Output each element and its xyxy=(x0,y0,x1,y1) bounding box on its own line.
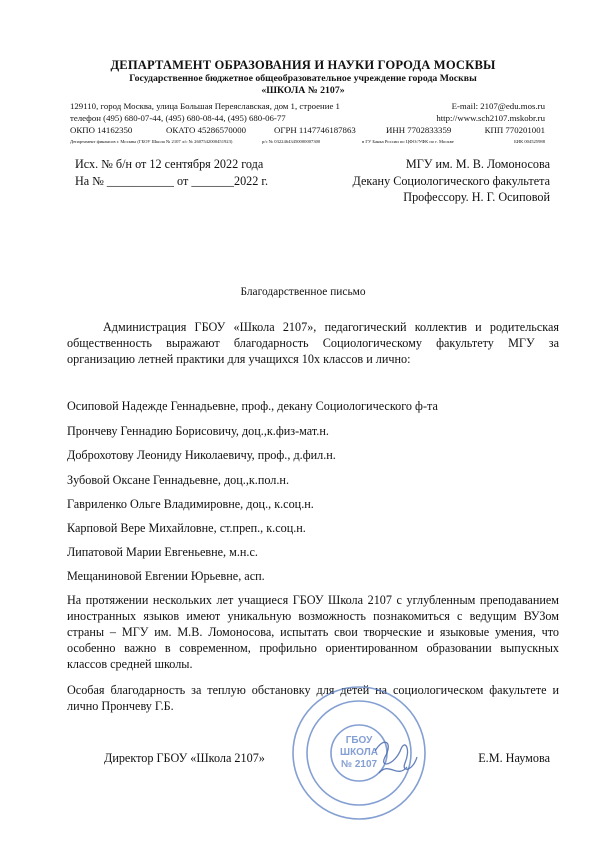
paragraph-special-thanks: Особая благодарность за теплую обстановку для детей на социологическом факультете и лично Прончеву Г.Б. xyxy=(67,683,559,713)
stamp-line-3: № 2107 xyxy=(340,759,378,770)
person-3: Доброхотову Леониду Николаевичу, проф., д.фил.н. xyxy=(67,448,336,462)
intro-paragraph: Администрация ГБОУ «Школа 2107», педагогический коллектив и родительская общественность выражают благодарность Социологическому факультету МГУ за организацию летней практики для учащихся 10х классов и лично: xyxy=(67,320,559,366)
paragraph-experience: На протяжении нескольких лет учащиеся ГБОУ Школа 2107 с углубленным преподаванием иностранных языков имеют уникальную возможность познакомиться с ведущим ВУЗом страны – МГУ им. М.В. Ломоносова, испытать свои творческие и языковые умения, что особенно важно в современном, профильно ориентированном образовании выпускных классов средней школы. xyxy=(67,593,559,671)
incoming-ref: На № ___________ от _______2022 г. xyxy=(75,174,269,188)
letterhead-school: «ШКОЛА № 2107» xyxy=(261,85,345,96)
letterhead-address: 129110, город Москва, улица Большая Переяславская, дом 1, строение 1 xyxy=(70,101,340,111)
letterhead-bank-mid: р/с № 03224643450000007300 xyxy=(262,139,321,144)
addressee-line2: Декану Социологического факультета xyxy=(352,174,550,188)
addressee-line1: МГУ им. М. В. Ломоносова xyxy=(405,157,550,171)
person-6: Карповой Вере Михайловне, ст.преп., к.соц.н. xyxy=(67,521,306,535)
letterhead-bank-left: Департамент финансов г. Москвы (ГБОУ Школа № 2107 л/с № 2607542000451923) xyxy=(70,139,233,144)
letterhead-bik: БИК 004525988 xyxy=(514,139,545,144)
letterhead-okpo: ОКПО 14162350 xyxy=(70,125,133,135)
addressee-line3: Профессору. Н. Г. Осиповой xyxy=(403,190,550,204)
letterhead-bank-right: в ГУ Банка России по ЦФО//УФК по г. Москве xyxy=(362,139,454,144)
person-5: Гавриленко Ольге Владимировне, доц., к.соц.н. xyxy=(67,497,314,511)
person-1: Осиповой Надежде Геннадьевне, проф., декану Социологического ф-та xyxy=(67,399,438,413)
signatory-position: Директор ГБОУ «Школа 2107» xyxy=(104,751,265,765)
person-4: Зубовой Оксане Геннадьевне, доц.,к.пол.н. xyxy=(67,473,289,487)
letterhead-okato: ОКАТО 45286570000 xyxy=(166,125,246,135)
letterhead-institution: Государственное бюджетное общеобразовательное учреждение города Москвы xyxy=(129,73,477,84)
letterhead-email: E-mail: 2107@edu.mos.ru xyxy=(451,101,545,111)
person-7: Липатовой Марии Евгеньевне, м.н.с. xyxy=(67,545,258,559)
letterhead-website: http://www.sch2107.mskobr.ru xyxy=(436,113,545,123)
person-8: Мещаниновой Евгении Юрьевне, асп. xyxy=(67,569,265,583)
stamp-line-2: ШКОЛА xyxy=(340,747,378,758)
school-stamp xyxy=(289,683,429,823)
letterhead-kpp: КПП 770201001 xyxy=(484,125,545,135)
person-2: Прончеву Геннадию Борисовичу, доц.,к.физ-мат.н. xyxy=(67,424,329,438)
signatory-name: Е.М. Наумова xyxy=(478,751,550,765)
letterhead-ogrn: ОГРН 1147746187863 xyxy=(274,125,356,135)
outgoing-ref: Исх. № б/н от 12 сентября 2022 года xyxy=(75,157,264,171)
letterhead-phone: телефон (495) 680-07-44, (495) 680-08-44, (495) 680-06-77 xyxy=(70,113,286,123)
letter-title: Благодарственное письмо xyxy=(240,286,366,298)
stamp-line-1: ГБОУ xyxy=(345,735,373,746)
letterhead-department: ДЕПАРТАМЕНТ ОБРАЗОВАНИЯ И НАУКИ ГОРОДА МОСКВЫ xyxy=(110,58,496,72)
letterhead-inn: ИНН 7702833359 xyxy=(386,125,452,135)
